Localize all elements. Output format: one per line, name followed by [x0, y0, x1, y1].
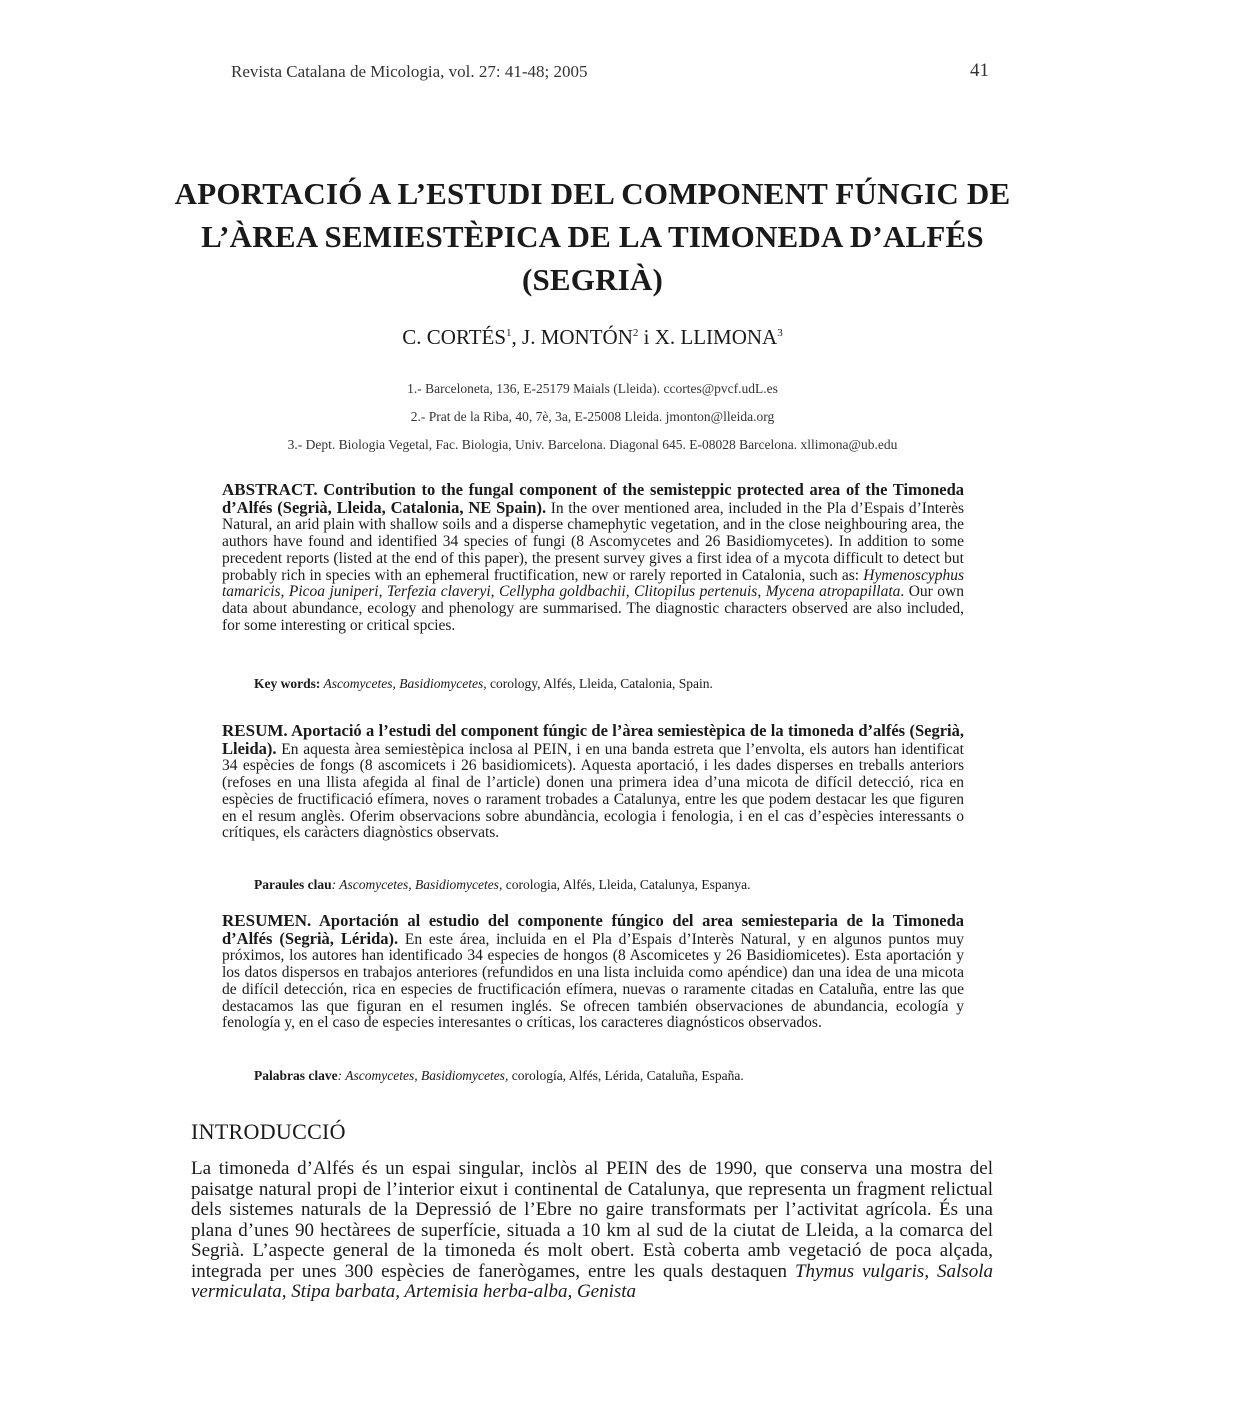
title-line: (SEGRIÀ) [521, 262, 664, 297]
resum-text: En aquesta àrea semiestèpica inclosa al PEIN, i en una banda estreta que l’envolta, els autors han identificat 34 espècies de fongs (8 ascomicets i 26 basidiomicets). Aquesta aportació, i les dades disperses en treballs anteriors (refoses en una llista afegida al final de l’article) donen una primera idea d’una micota de difícil detecció, rica en espècies de fructificació efímera, noves o rarament trobades a Catalunya, entre les que podem destacar les que figuren en el resum anglès. Oferim observacions sobre abundància, ecologia i fenologia, i en el cas d’espècies interessants o crítiques, els caràcters diagnòstics observats. [222, 740, 964, 842]
author-name: , J. MONTÓN [511, 325, 633, 349]
author-affil-mark: 2 [632, 327, 639, 339]
title-line: APORTACIÓ A L’ESTUDI DEL COMPONENT FÚNGIC DE [174, 176, 1011, 211]
author-list [150, 325, 1035, 350]
resum-title: Aportació a l’estudi del component fúngic de l’àrea semiestèpica de la timoneda d’alfés (Segrià, Lleida). [222, 721, 964, 758]
resum-paragraph [222, 723, 964, 842]
title-line: L’ÀREA SEMIESTÈPICA DE LA TIMONEDA D’ALFÉS [201, 219, 984, 254]
affiliation: 3.- Dept. Biologia Vegetal, Fac. Biologia, Univ. Barcelona. Diagonal 645. E-08028 Barcelona. xllimona@ub.edu [287, 437, 898, 452]
abstract-paragraph [222, 482, 964, 634]
resumen-keywords [254, 1068, 744, 1084]
keywords-list: corología, Alfés, Lérida, Cataluña, España. [508, 1068, 744, 1083]
affiliation: 2.- Prat de la Riba, 40, 7è, 3a, E-25008 Lleida. jmonton@lleida.org [410, 409, 775, 424]
resumen-paragraph [222, 913, 964, 1032]
abstract-species: Hymenoscyphus tamaricis, Picoa juniperi, Terfezia claveryi, Cellypha goldbachii, Clitopilus pertenuis, Mycena atropapillata [222, 566, 964, 601]
author-name: i X. LLIMONA [638, 325, 778, 349]
keywords-label: Paraules clau [254, 877, 332, 892]
keywords-list: corologia, Alfés, Lleida, Catalunya, Espanya. [502, 877, 751, 892]
resum-label: RESUM. [222, 721, 288, 740]
affiliation: 1.- Barceloneta, 136, E-25179 Maials (Lleida). ccortes@pvcf.udL.es [407, 381, 778, 396]
keywords-label: Palabras clave [254, 1068, 338, 1083]
abstract-text: In the over mentioned area, included in the Pla d’Espais d’Interès Natural, an arid plain with shallow soils and a disperse chamephytic vegetation, and in the close neighbouring area, the authors have found and identified 34 species of fungi (8 Ascomycetes and 26 Basidiomycetes). In addition to some precedent reports (listed at the end of this paper), the present survey gives a first idea of a mycota difficult to detect but probably rich in species with an ephemeral fructification, new or rarely reported in Catalonia, such as: [222, 499, 964, 584]
page-number: 41 [970, 60, 989, 81]
author-affil-mark: 1 [506, 327, 512, 339]
author-affil-mark: 3 [777, 327, 783, 339]
author-name: C. CORTÉS [402, 325, 507, 349]
abstract-label: ABSTRACT. [222, 480, 318, 499]
abstract-text: . Our own data about abundance, ecology and phenology are summarised. The diagnostic characters observed are also included, for some interesting or critical spcies. [222, 583, 964, 634]
introduction-species: Thymus vulgaris, Salsola vermiculata, Stipa barbata, Artemisia herba-alba, Genista [191, 1260, 993, 1302]
resumen-label: RESUMEN. [222, 911, 312, 930]
keywords-taxa: : Ascomycetes, Basidiomycetes, [331, 877, 503, 892]
introduction-paragraph [191, 1159, 993, 1303]
article-title [150, 172, 1035, 301]
abstract-title: Contribution to the fungal component of the semisteppic protected area of the Timoneda d’Alfés (Segrià, Lleida, Catalonia, NE Spain). [222, 480, 964, 517]
resumen-title: Aportación al estudio del componente fúngico del area semiesteparia de la Timoneda d’Alfés (Segrià, Lérida). [222, 911, 964, 948]
introduction-text: La timoneda d’Alfés és un espai singular, inclòs al PEIN des de 1990, que conserva una mostra del paisatge natural propi de l’interior eixut i continental de Catalunya, que representa un fragment relictual dels sistemes naturals de la Depressió de l’Ebre no gaire transformats per l’activitat agrícola. És una plana d’unes 90 hectàrees de superfície, situada a 10 km al sud de la ciutat de Lleida, a la comarca del Segrià. L’aspecte general de la timoneda és molt obert. Està coberta amb vegetació de poca alçada, integrada per unes 300 espècies de fanerògames, entre les quals destaquen [191, 1158, 993, 1282]
keywords-label: Key words: [254, 676, 321, 691]
resum-keywords [254, 877, 751, 893]
keywords-taxa: : Ascomycetes, Basidiomycetes, [337, 1068, 509, 1083]
keywords-taxa: Ascomycetes, Basidiomycetes, [320, 676, 487, 691]
running-head: Revista Catalana de Micologia, vol. 27: 41-48; 2005 [231, 62, 588, 81]
resumen-text: En este área, incluida en el Pla d’Espais d’Interès Natural, y en algunos puntos muy próximos, los autores han identificado 34 especies de hongos (8 Ascomicetes y 26 Basidiomicetes). Esta aportación y los datos dispersos en trabajos anteriores (refundidos en una lista incluida como apéndice) dan una idea de una micota de difícil detección, rica en especies de fructificación efímera, nuevas o raramente citadas en Cataluña, entre las que destacamos las que figuran en el resumen inglés. Se ofrecen también observaciones de abundancia, ecología y fenología y, en el caso de especies interesantes o críticas, los caracteres diagnósticos observados. [222, 930, 964, 1032]
abstract-keywords [254, 676, 713, 692]
keywords-list: corology, Alfés, Lleida, Catalonia, Spain. [486, 676, 713, 691]
section-heading: INTRODUCCIÓ [191, 1119, 346, 1144]
